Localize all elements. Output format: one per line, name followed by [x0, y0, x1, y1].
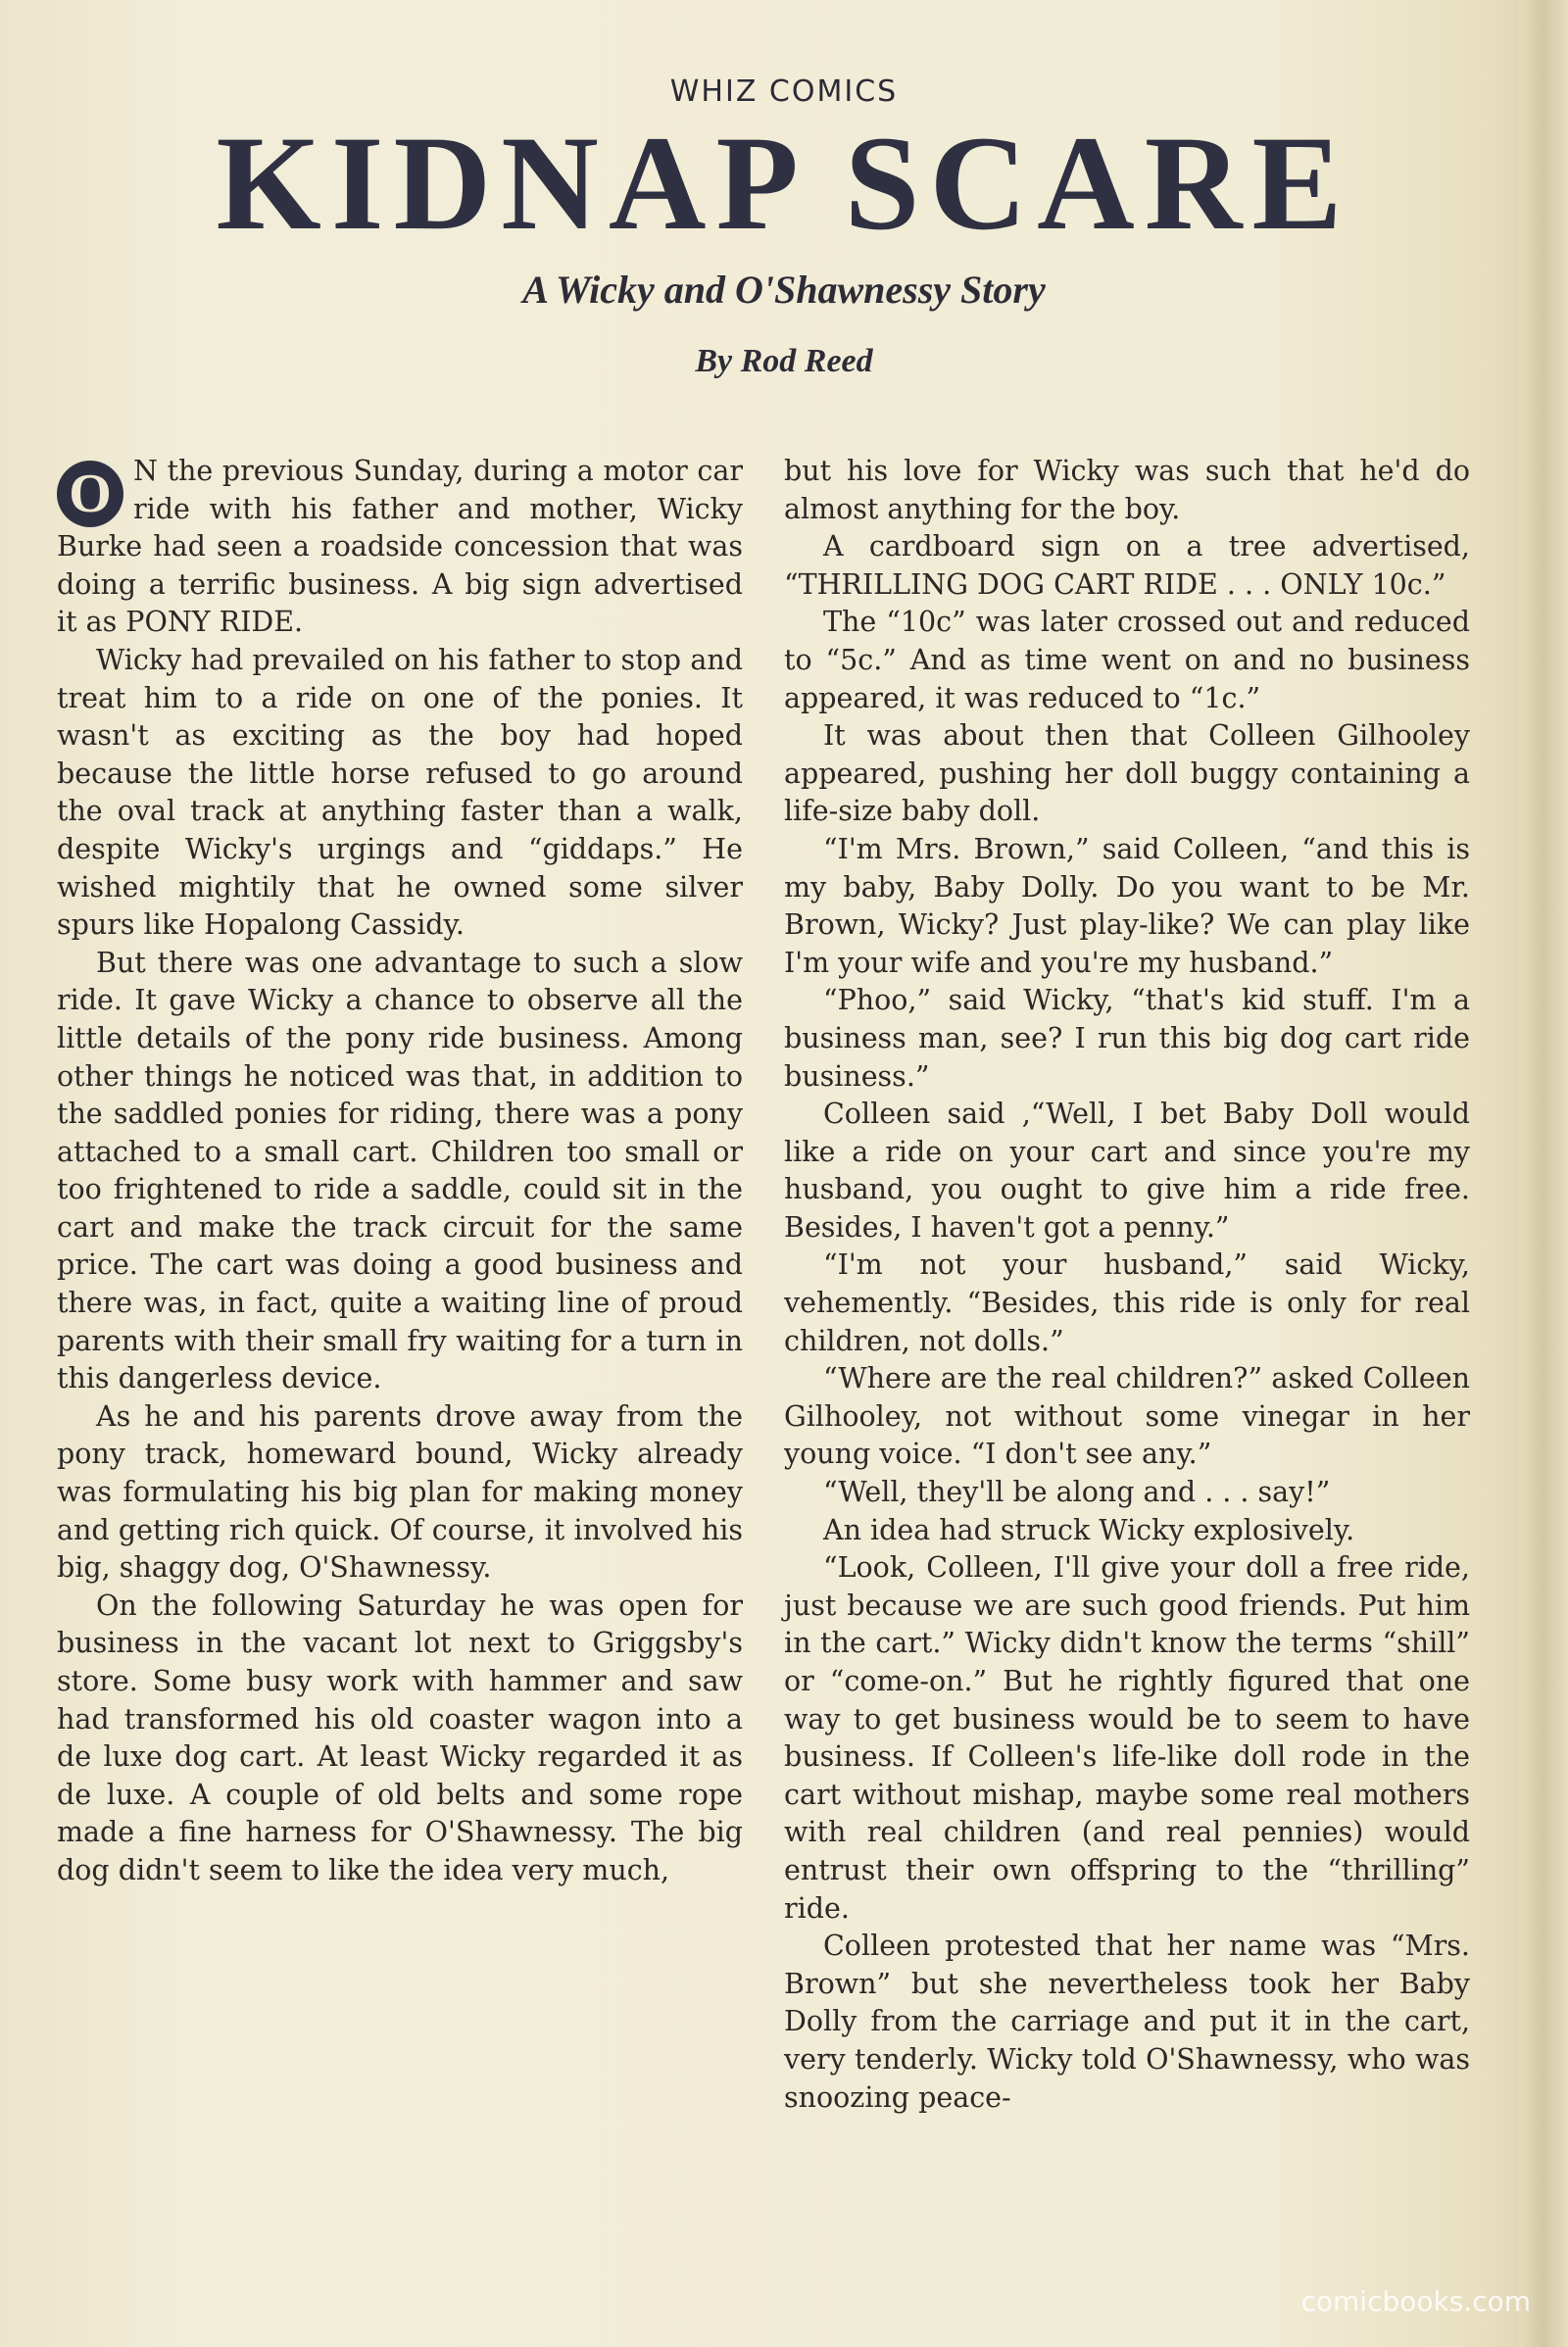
paragraph: “Phoo,” said Wicky, “that's kid stuff. I'm a business man, see? I run this big dog cart ride business.”: [784, 984, 1470, 1093]
paragraph: Colleen said ,“Well, I bet Baby Doll would like a ride on your cart and since you're my husband, you ought to give him a ride free. Besides, I haven't got a penny.”: [784, 1098, 1470, 1244]
paragraph: An idea had struck Wicky explosively.: [823, 1513, 1355, 1546]
magazine-header-label: WHIZ COMICS: [669, 74, 899, 109]
paragraph: A cardboard sign on a tree advertised, “THRILLING DOG CART RIDE . . . ONLY 10c.”: [784, 530, 1470, 601]
paragraph: “Where are the real children?” asked Colleen Gilhooley, not without some vinegar in her young voice. “I don't see any.”: [784, 1362, 1470, 1471]
paragraph: Wicky had prevailed on his father to stop and treat him to a ride on one of the ponies. It wasn't as exciting as the boy had hoped because the little horse refused to go around the oval track at anything faster than a walk, despite Wicky's urgings and “giddaps.” He wished mightily that he owned some silver spurs like Hopalong Cassidy.: [57, 643, 743, 942]
paragraph: O N the previous Sunday, during a motor car ride with his father and mother, Wicky Burke had seen a roadside concession that was doing a terrific business. A big sign advertised it as PONY RIDE.: [57, 455, 743, 639]
paragraph: “Look, Colleen, I'll give your doll a free ride, just because we are such good friends. Put him in the cart.” Wicky didn't know the terms “shill” or “come-on.” But he rightly figured that one way to get business would be to seem to have business. If Colleen's life-like doll rode in the cart without mishap, maybe some real mothers with real children (and real pennies) would entrust their own offspring to the “thrilling” ride.: [784, 1551, 1470, 1925]
drop-cap: O: [57, 461, 123, 527]
paragraph: but his love for Wicky was such that he'd do almost anything for the boy.: [784, 455, 1470, 525]
paragraph: It was about then that Colleen Gilhooley appeared, pushing her doll buggy containing a life-size baby doll.: [784, 719, 1470, 828]
paragraph: “Well, they'll be along and . . . say!”: [823, 1476, 1331, 1509]
paragraph: “I'm not your husband,” said Wicky, vehemently. “Besides, this ride is only for real children, not dolls.”: [784, 1248, 1470, 1357]
paragraph: Colleen protested that her name was “Mrs. Brown” but she nevertheless took her Baby Dolly from the carriage and put it in the cart, very tenderly. Wicky told O'Shawnessy, who was snoozing peace-: [784, 1930, 1470, 2114]
article-column-right: [784, 453, 1470, 2117]
paragraph: “I'm Mrs. Brown,” said Colleen, “and this is my baby, Baby Dolly. Do you want to be Mr. Brown, Wicky? Just play-like? We can play like I'm your wife and you're my husband.”: [784, 832, 1470, 979]
site-watermark: comicbooks.com: [1300, 2285, 1531, 2318]
article-column-left: [57, 453, 743, 1890]
paragraph: But there was one advantage to such a slow ride. It gave Wicky a chance to observe all the little details of the pony ride business. Among other things he noticed was that, in addition to the saddled ponies for riding, there was a pony attached to a small cart. Children too small or too frightened to ride a saddle, could sit in the cart and make the track circuit for the same price. The cart was doing a good business and there was, in fact, quite a waiting line of proud parents with their small fry waiting for a turn in this dangerless device.: [57, 946, 743, 1395]
paragraph: The “10c” was later crossed out and reduced to “5c.” And as time went on and no business appeared, it was reduced to “1c.”: [784, 606, 1470, 714]
story-title: KIDNAP SCARE: [216, 108, 1352, 258]
story-subtitle: A Wicky and O'Shawnessy Story: [522, 268, 1046, 312]
paragraph: As he and his parents drove away from the pony track, homeward bound, Wicky already was formulating his big plan for making money and getting rich quick. Of course, it involved his big, shaggy dog, O'Shawnessy.: [57, 1399, 743, 1585]
paragraph: On the following Saturday he was open for business in the vacant lot next to Griggsby's store. Some busy work with hammer and saw had transformed his old coaster wagon into a de luxe dog cart. At least Wicky regarded it as de luxe. A couple of old belts and some rope made a fine harness for O'Shawnessy. The big dog didn't seem to like the idea very much,: [57, 1589, 743, 1886]
story-byline: By Rod Reed: [695, 343, 873, 379]
